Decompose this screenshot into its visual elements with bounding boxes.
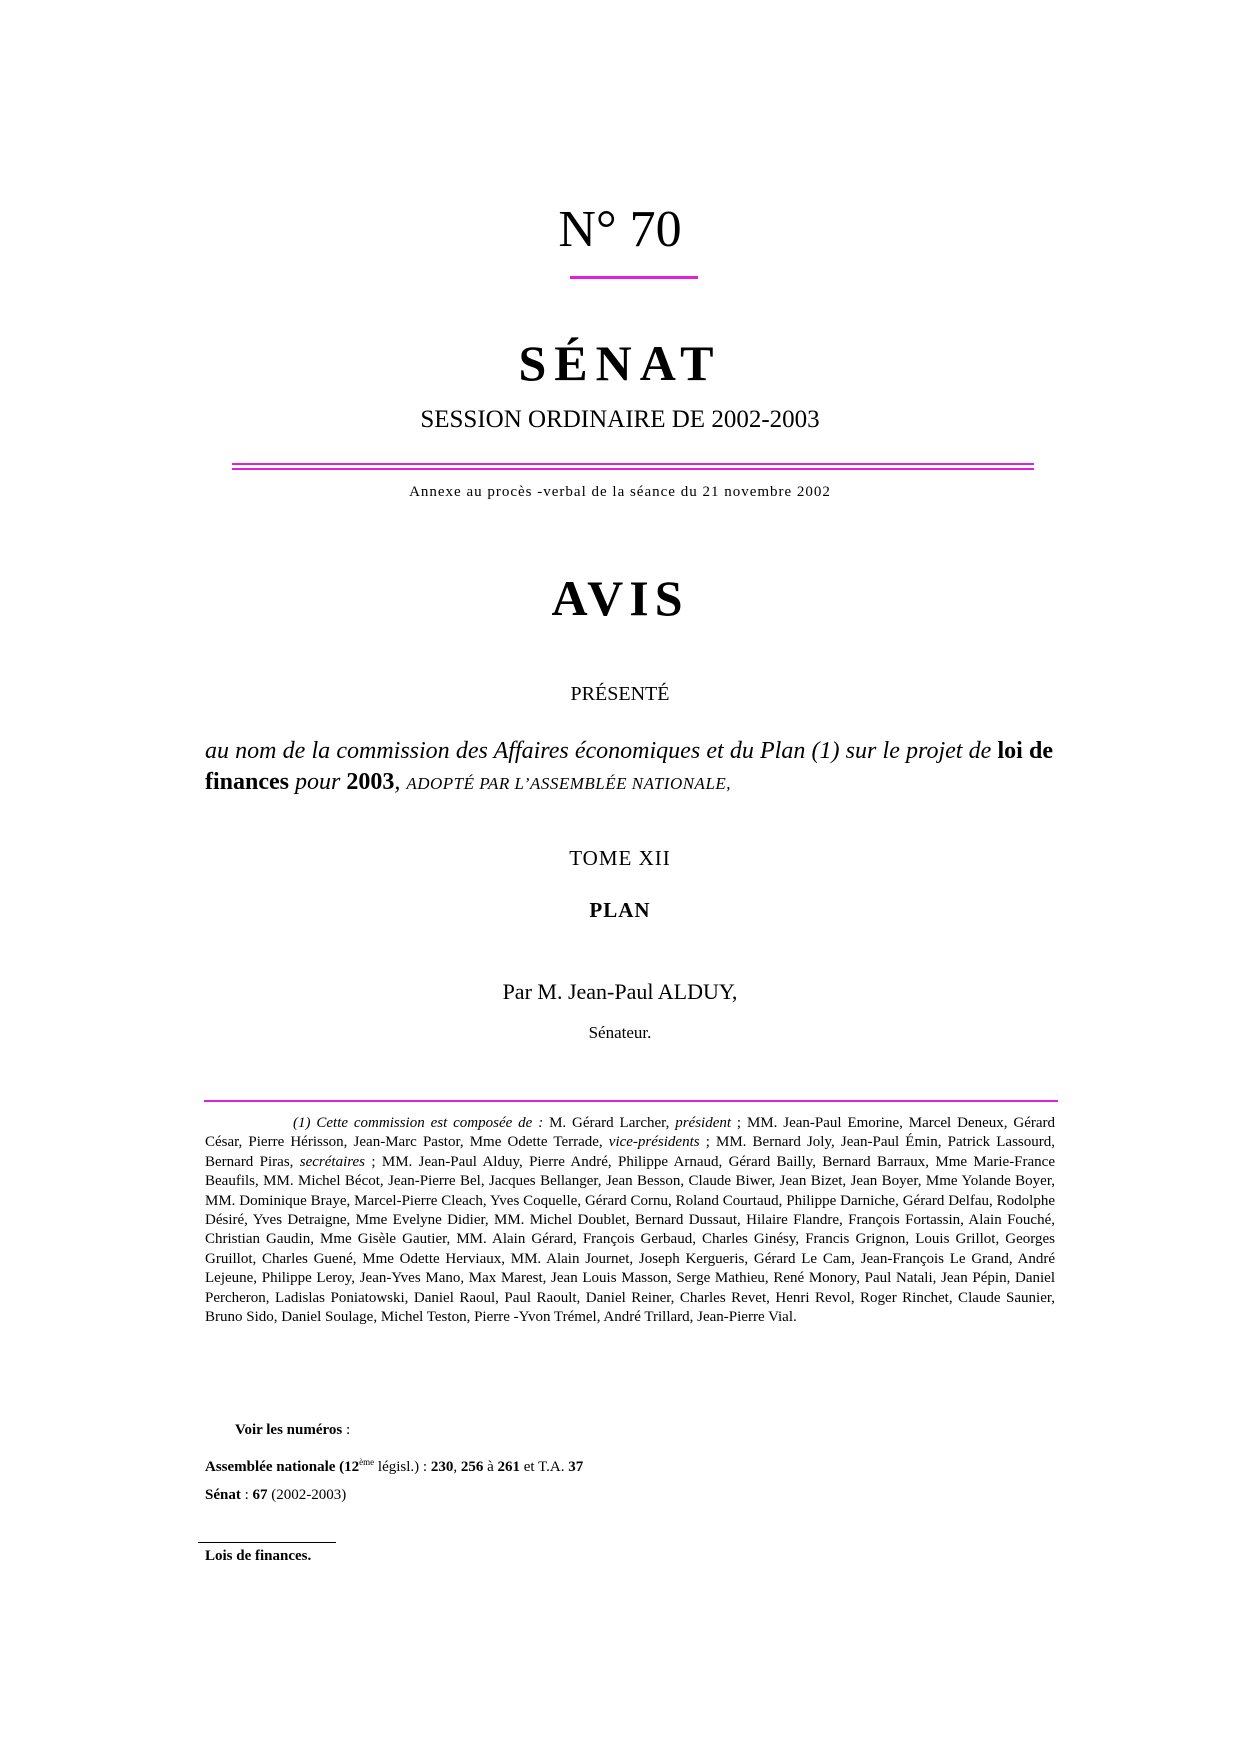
intro-text: au nom de la commission des Affaires économiques et du Plan (1) sur le projet de	[205, 738, 998, 764]
an-label: Assemblée nationale	[205, 1459, 336, 1475]
voir-colon: :	[342, 1422, 351, 1438]
tome-label: TOME XII	[569, 846, 671, 870]
number-divider	[570, 276, 698, 279]
double-divider-bottom	[232, 468, 1034, 470]
an-number-3: 261	[497, 1459, 521, 1475]
an-leg-num: 12	[344, 1459, 360, 1475]
composition-text-2: ; MM. Jean-Paul Emorine, Marcel Deneux, Gérard César, Pierre Hérisson, Jean-Marc Pastor, Mme Odette Terrade,	[205, 1115, 1055, 1151]
composition-secretaires: secrétaires	[299, 1153, 366, 1170]
sen-sep: :	[240, 1487, 253, 1503]
intro-adopted: ADOPTÉ PAR L’ASSEMBLÉE NATIONALE,	[406, 774, 732, 793]
intro-bold-loi: loi de finances	[205, 738, 1053, 795]
voir-numeros	[235, 1420, 350, 1440]
lois-de-finances: Lois de finances.	[205, 1548, 312, 1564]
sen-years: (2002-2003)	[267, 1487, 347, 1503]
author-role: Sénateur.	[588, 1023, 652, 1042]
an-sep-3: et T.A.	[520, 1459, 569, 1475]
composition-text-1: M. Gérard Larcher,	[543, 1115, 676, 1131]
an-leg-sup: ème	[359, 1457, 375, 1467]
intro-comma: ,	[394, 769, 407, 795]
presente-label: PRÉSENTÉ	[570, 683, 670, 705]
intro-text-pour: pour	[289, 769, 347, 795]
author-line: Par M. Jean-Paul ALDUY,	[502, 979, 738, 1004]
intro-bold-year: 2003	[346, 769, 395, 795]
an-leg-rest: législ.) :	[374, 1459, 431, 1475]
document-number: N° 70	[558, 201, 682, 258]
institution-title: SÉNAT	[518, 335, 722, 391]
double-divider-top	[232, 463, 1034, 465]
sen-label: Sénat	[205, 1487, 241, 1503]
composition-vice: vice-présidents	[608, 1134, 700, 1151]
sen-number: 67	[252, 1487, 268, 1503]
tome-subject: PLAN	[589, 898, 651, 922]
assemblee-reference	[205, 1457, 583, 1477]
composition-lead: (1) Cette commission est composée de :	[293, 1115, 544, 1131]
lois-divider	[198, 1542, 336, 1543]
senat-reference	[205, 1485, 346, 1505]
an-sep-1: ,	[453, 1459, 461, 1475]
annexe-note: Annexe au procès -verbal de la séance du 21 novembre 2002	[409, 484, 831, 500]
intro-paragraph	[205, 736, 1053, 799]
an-number-2: 256	[460, 1459, 484, 1475]
an-sep-2: à	[483, 1459, 498, 1475]
document-type-title: AVIS	[551, 570, 689, 626]
an-open: (	[335, 1459, 345, 1475]
session-subtitle: SESSION ORDINAIRE DE 2002-2003	[420, 406, 820, 433]
an-number-1: 230	[430, 1459, 454, 1475]
an-number-4: 37	[568, 1459, 584, 1475]
composition-president: président	[675, 1115, 732, 1131]
footnote-divider	[204, 1100, 1058, 1102]
voir-label: Voir les numéros	[235, 1422, 343, 1438]
composition-text-3: ; MM. Bernard Joly, Jean-Paul Émin, Patrick Lassourd, Bernard Piras,	[205, 1134, 1055, 1170]
composition-text-4: ; MM. Jean-Paul Alduy, Pierre André, Philippe Arnaud, Gérard Bailly, Bernard Barraux, Mme Marie-France Beaufils, MM. Michel Bécot, Jean-Pierre Bel, Jacques Bellanger, Jean Besson, Claude Biwer, Jean Bizet, Jean Boyer, Mme Yolande Boyer, MM. Dominique Braye, Marcel-Pierre Cleach, Yves Coquelle, Gérard Cornu, Roland Courtaud, Philippe Darniche, Gérard Delfau, Rodolphe Désiré, Yves Detraigne, Mme Evelyne Didier, MM. Michel Doublet, Bernard Dussaut, Hilaire Flandre, François Fortassin, Alain Fouché, Christian Gaudin, Mme Gisèle Gautier, MM. Alain Gérard, François Gerbaud, Charles Ginésy, Francis Grignon, Louis Grillot, Georges Gruillot, Charles Guené, Mme Odette Herviaux, MM. Alain Journet, Joseph Kergueris, Gérard Le Cam, Jean-François Le Grand, André Lejeune, Philippe Leroy, Jean-Yves Mano, Max Marest, Jean Louis Masson, Serge Mathieu, René Monory, Paul Natali, Jean Pépin, Daniel Percheron, Ladislas Poniatowski, Daniel Raoul, Paul Raoult, Daniel Reiner, Charles Revet, Henri Revol, Roger Rinchet, Claude Saunier, Bruno Sido, Daniel Soulage, Michel Teston, Pierre -Yvon Trémel, André Trillard, Jean-Pierre Vial.	[205, 1153, 1055, 1326]
commission-composition	[205, 1114, 1055, 1327]
